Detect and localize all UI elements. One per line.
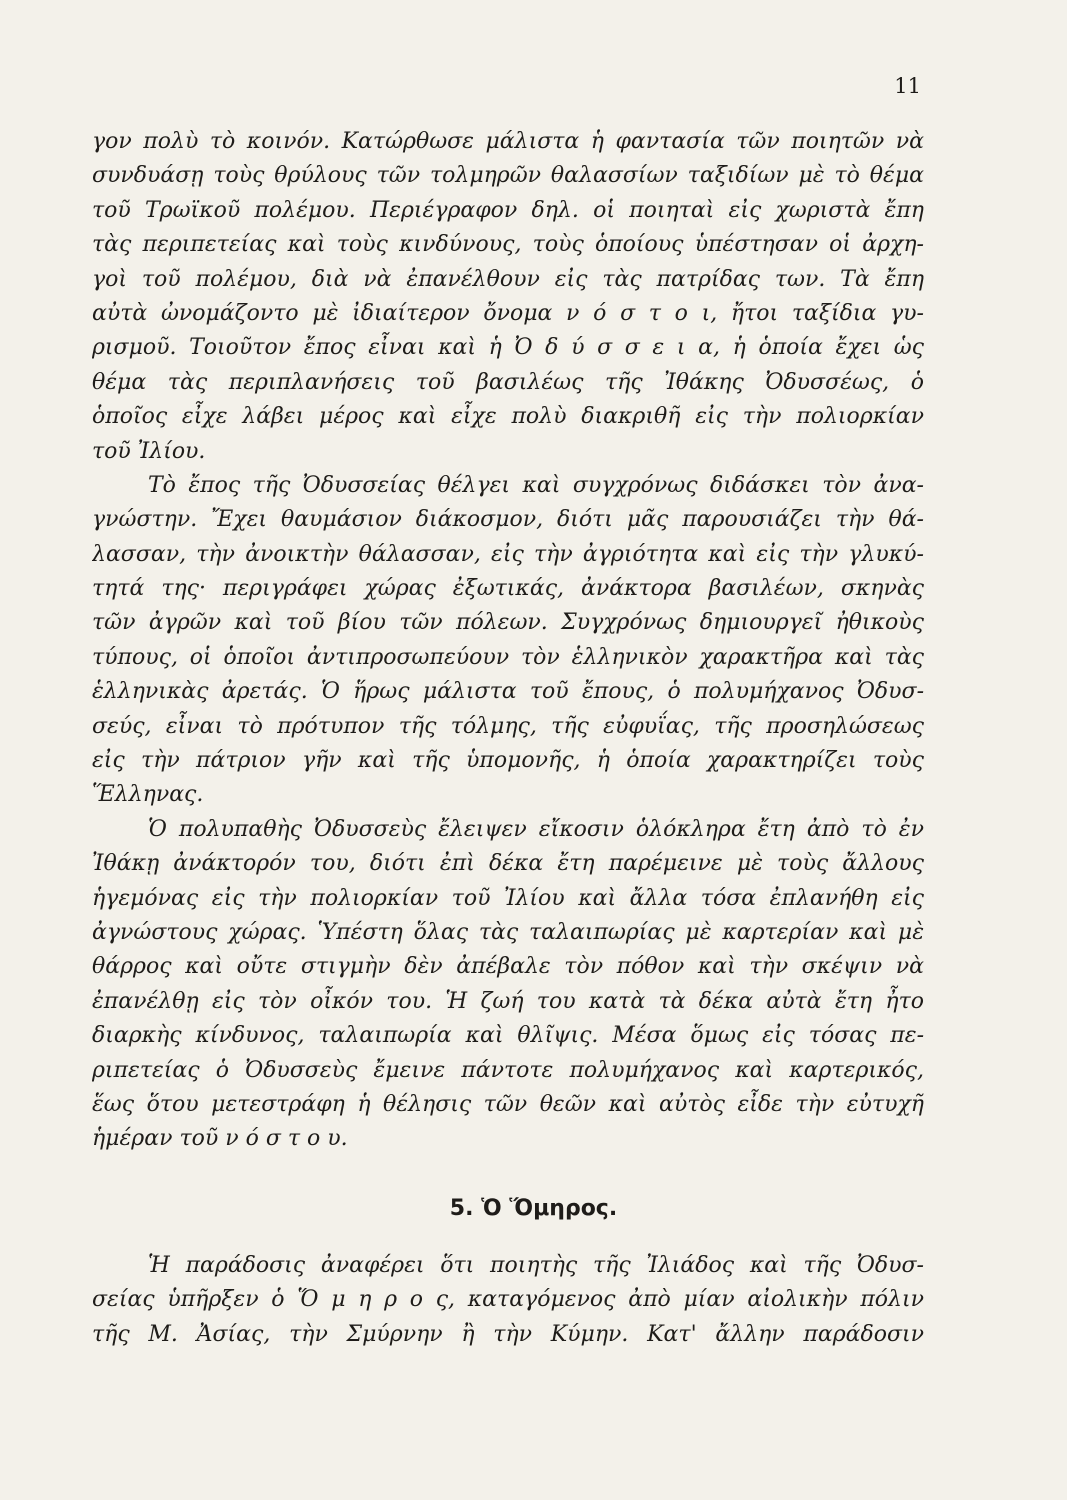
text-line: ἐπανέλθῃ εἰς τὸν οἶκόν του. Ἡ ζωή του κατὰ τὰ δέκα αὐτὰ ἔτη ἦτο [92, 988, 924, 1014]
text-line: συνδυάσῃ τοὺς θρύλους τῶν τολμηρῶν θαλασσίων ταξιδίων μὲ τὸ θέμα [92, 163, 924, 189]
text-line: Ἰθάκῃ ἀνάκτορόν του, διότι ἐπὶ δέκα ἔτη παρέμεινε μὲ τοὺς ἄλλους [92, 851, 924, 877]
text-line: ρισμοῦ. Τοιοῦτον ἔπος εἶναι καὶ ἡ Ὀ δ ύ σ σ ε ι α, ἡ ὁποία ἔχει ὡς [92, 335, 924, 361]
text-line: γνώστην. Ἔχει θαυμάσιον διάκοσμον, διότι μᾶς παρουσιάζει τὴν θά- [92, 507, 924, 533]
text-line: διαρκὴς κίνδυνος, ταλαιπωρία καὶ θλῖψις. Μέσα ὅμως εἰς τόσας πε- [92, 1023, 924, 1049]
body-text [92, 125, 924, 1157]
text-line: τῆς Μ. Ἀσίας, τὴν Σμύρνην ἢ τὴν Κύμην. Κατ' ἄλλην παράδοσιν [92, 1321, 924, 1347]
text-line: γοὶ τοῦ πολέμου, διὰ νὰ ἐπανέλθουν εἰς τὰς πατρίδας των. Τὰ ἔπη [92, 266, 924, 292]
section-text [92, 1249, 924, 1352]
text-line: τοῦ Τρωϊκοῦ πολέμου. Περιέγραφον δηλ. οἱ ποιηταὶ εἰς χωριστὰ ἔπη [92, 197, 924, 223]
text-line: τοῦ Ἰλίου. [92, 438, 206, 464]
text-line: θάρρος καὶ οὔτε στιγμὴν δὲν ἀπέβαλε τὸν πόθον καὶ τὴν σκέψιν νὰ [92, 954, 924, 980]
text-line: ἀγνώστους χώρας. Ὑπέστη ὅλας τὰς ταλαιπωρίας μὲ καρτερίαν καὶ μὲ [92, 919, 924, 945]
text-line: Ἡ παράδοσις ἀναφέρει ὅτι ποιητὴς τῆς Ἰλιάδος καὶ τῆς Ὀδυσ- [148, 1253, 924, 1278]
text-line: αὐτὰ ὠνομάζοντο μὲ ἰδιαίτερον ὄνομα ν ό σ τ ο ι, ἤτοι ταξίδια γυ- [92, 300, 924, 326]
text-line: εἰς τὴν πάτριον γῆν καὶ τῆς ὑπομονῆς, ἡ ὁποία χαρακτηρίζει τοὺς [92, 748, 924, 774]
text-line: τῶν ἀγρῶν καὶ τοῦ βίου τῶν πόλεων. Συγχρόνως δημιουργεῖ ἠθικοὺς [92, 610, 924, 636]
text-line: ἑλληνικὰς ἀρετάς. Ὁ ἥρως μάλιστα τοῦ ἔπους, ὁ πολυμήχανος Ὀδυσ- [92, 679, 924, 705]
text-line: ριπετείας ὁ Ὀδυσσεὺς ἔμεινε πάντοτε πολυμήχανος καὶ καρτερικός, [92, 1057, 924, 1083]
text-line: σεύς, εἶναι τὸ πρότυπον τῆς τόλμης, τῆς εὐφυΐας, τῆς προσηλώσεως [92, 713, 924, 739]
text-line: Τὸ ἔπος τῆς Ὀδυσσείας θέλγει καὶ συγχρόνως διδάσκει τὸν ἀνα- [148, 472, 924, 498]
text-line: Ἕλληνας. [92, 782, 204, 808]
text-line: γον πολὺ τὸ κοινόν. Κατώρθωσε μάλιστα ἡ φαντασία τῶν ποιητῶν νὰ [92, 129, 924, 154]
text-line: τητά της· περιγράφει χώρας ἐξωτικάς, ἀνάκτορα βασιλέων, σκηνὰς [92, 576, 924, 602]
page-number: 11 [894, 74, 921, 98]
text-line: θέμα τὰς περιπλανήσεις τοῦ βασιλέως τῆς Ἰθάκης Ὀδυσσέως, ὁ [92, 369, 924, 395]
text-line: τύπους, οἱ ὁποῖοι ἀντιπροσωπεύουν τὸν ἑλληνικὸν χαρακτῆρα καὶ τὰς [92, 644, 924, 670]
text-line: ὁποῖος εἶχε λάβει μέρος καὶ εἶχε πολὺ διακριθῆ εἰς τὴν πολιορκίαν [92, 404, 924, 430]
text-line: ἡμέραν τοῦ ν ό σ τ ο υ. [92, 1126, 348, 1152]
text-line: ἕως ὅτου μετεστράφη ἡ θέλησις τῶν θεῶν καὶ αὐτὸς εἶδε τὴν εὐτυχῆ [92, 1091, 924, 1117]
text-line: σείας ὑπῆρξεν ὁ Ὅ μ η ρ ο ς, καταγόμενος ἀπὸ μίαν αἰολικὴν πόλιν [92, 1287, 924, 1313]
text-line: ἡγεμόνας εἰς τὴν πολιορκίαν τοῦ Ἰλίου καὶ ἄλλα τόσα ἐπλανήθη εἰς [92, 885, 924, 911]
section-heading: 5. Ὁ Ὅμηρος. [449, 1196, 618, 1221]
text-line: τὰς περιπετείας καὶ τοὺς κινδύνους, τοὺς ὁποίους ὑπέστησαν οἱ ἀρχη- [92, 232, 924, 258]
text-line: λασσαν, τὴν ἀνοικτὴν θάλασσαν, εἰς τὴν ἀγριότητα καὶ εἰς τὴν γλυκύ- [92, 541, 924, 567]
text-line: Ὁ πολυπαθὴς Ὀδυσσεὺς ἔλειψεν εἴκοσιν ὁλόκληρα ἔτη ἀπὸ τὸ ἐν [148, 816, 924, 842]
